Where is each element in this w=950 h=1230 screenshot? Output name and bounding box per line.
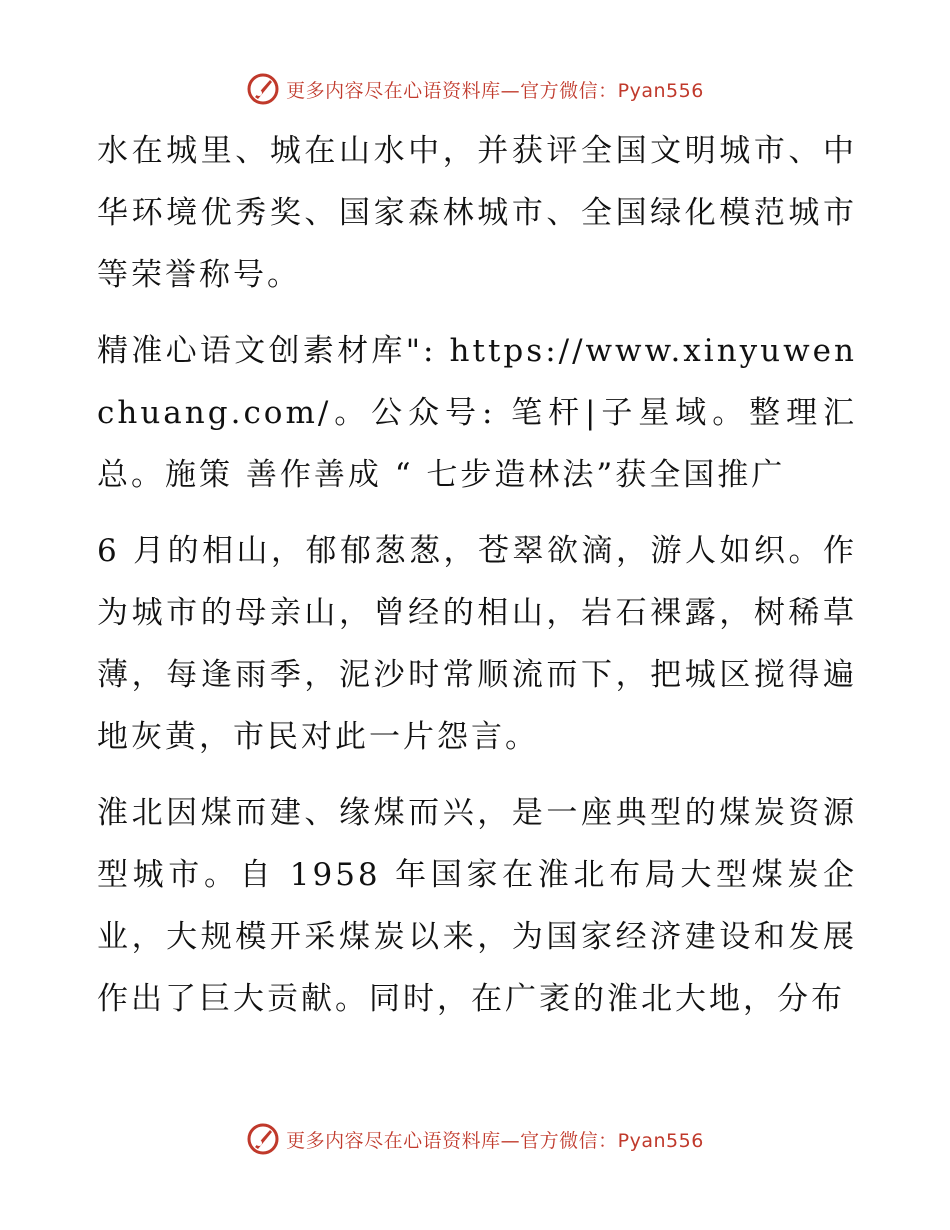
paragraph-3: 6 月的相山，郁郁葱葱，苍翠欲滴，游人如织。作为城市的母亲山，曾经的相山，岩石裸露，树稀草薄，每逢雨季，泥沙时常顺流而下，把城区搅得遍地灰黄，市民对此一片怨言。 [97, 533, 857, 755]
page-header-banner [0, 72, 950, 106]
document-body [97, 120, 857, 1044]
paragraph-1: 水在城里、城在山水中，并获评全国文明城市、中华环境优秀奖、国家森林城市、全国绿化模范城市等荣誉称号。 [97, 133, 857, 293]
paragraph-4: 淮北因煤而建、缘煤而兴，是一座典型的煤炭资源型城市。自 1958 年国家在淮北布局大型煤炭企业，大规模开采煤炭以来，为国家经济建设和发展作出了巨大贡献。同时，在广袤的淮北大地，分布 [97, 795, 857, 1017]
paragraph-2: 精准心语文创素材库": https://www.xinyuwenchuang.com/。公众号: 笔杆|子星域。整理汇总。施策 善作善成 “ 七步造林法”获全国推广 [97, 333, 857, 493]
page-footer-banner [0, 1122, 950, 1156]
quill-seal-icon [246, 1122, 280, 1156]
quill-seal-icon [246, 72, 280, 106]
footer-banner-text: 更多内容尽在心语资料库—官方微信：Pyan556 [286, 1129, 704, 1152]
header-banner-text: 更多内容尽在心语资料库—官方微信：Pyan556 [286, 79, 704, 102]
